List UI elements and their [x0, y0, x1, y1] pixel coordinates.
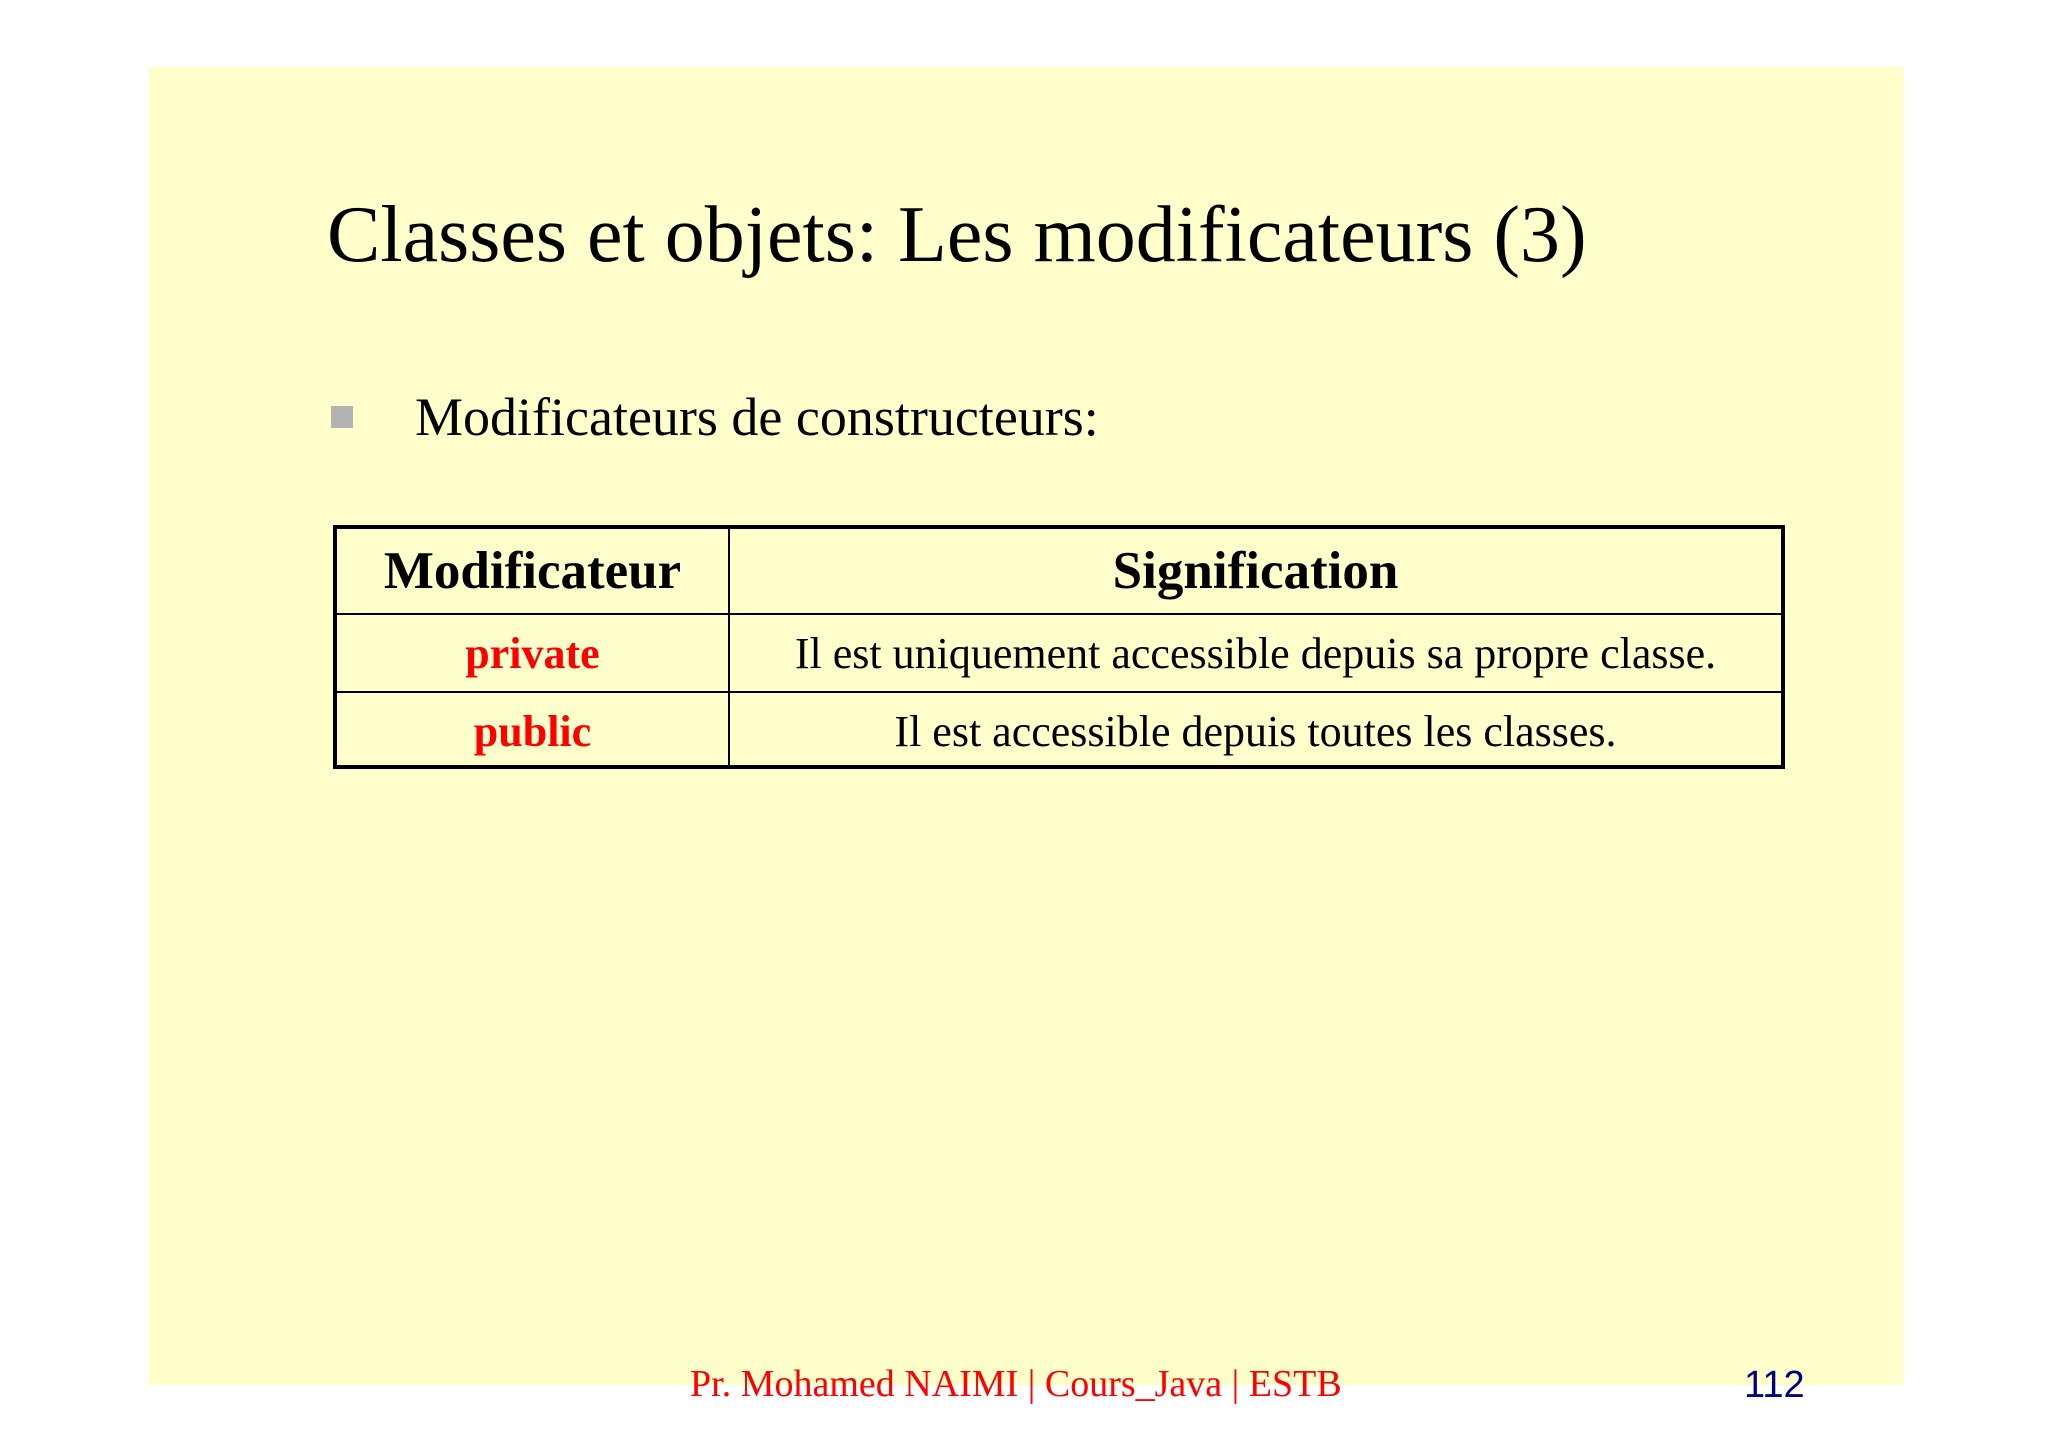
table-row: [337, 614, 1781, 692]
square-bullet-icon: [331, 406, 353, 428]
meaning-cell: Il est accessible depuis toutes les classes.: [729, 692, 1781, 769]
footer-text: Pr. Mohamed NAIMI | Cours_Java | ESTB: [690, 1363, 1342, 1405]
modifiers-table: [333, 525, 1785, 769]
meaning-cell: Il est uniquement accessible depuis sa propre classe.: [729, 614, 1781, 692]
header-modificateur: Modificateur: [337, 529, 729, 614]
modifier-cell: public: [337, 692, 729, 769]
header-signification: Signification: [729, 529, 1781, 614]
bullet-text: Modificateurs de constructeurs:: [415, 387, 1099, 447]
slide-title: Classes et objets: Les modificateurs (3): [327, 191, 1587, 279]
table-header-row: [337, 529, 1781, 614]
bullet-item: [331, 377, 1099, 457]
page-number: 112: [1744, 1364, 1805, 1406]
slide: [149, 67, 1904, 1406]
table-row: [337, 692, 1781, 769]
modifier-cell: private: [337, 614, 729, 692]
